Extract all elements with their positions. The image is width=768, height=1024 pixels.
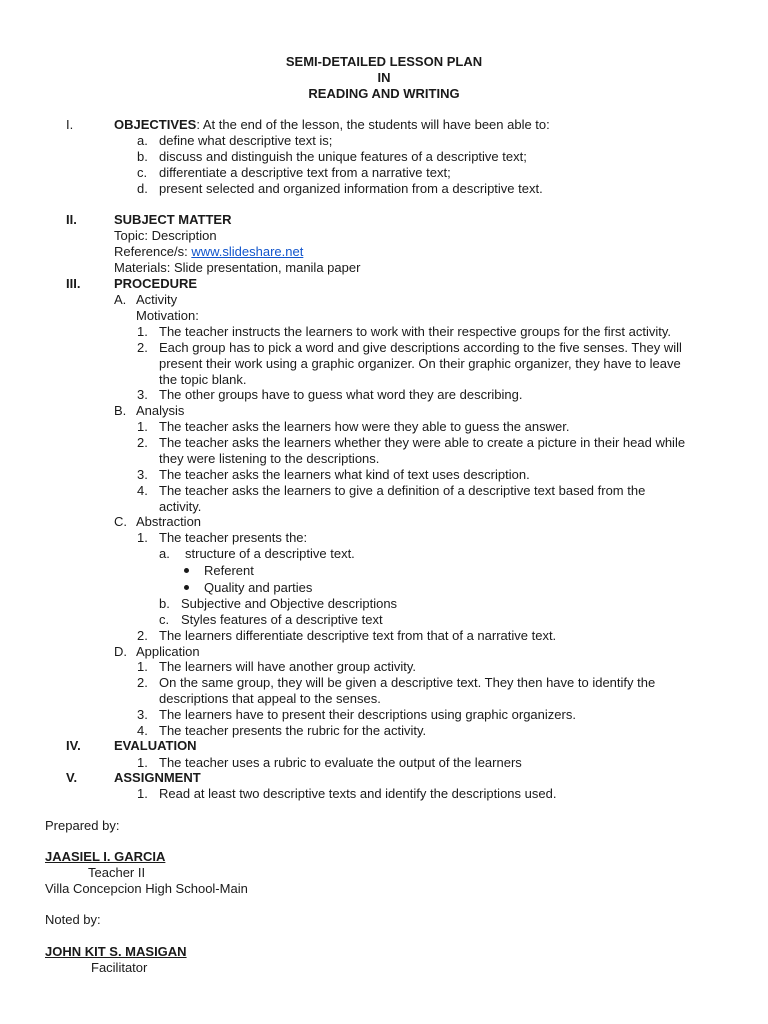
assignment-heading: ASSIGNMENT bbox=[114, 770, 201, 785]
subsection-title: Application bbox=[136, 644, 200, 659]
subsection-title: Abstraction bbox=[136, 514, 202, 529]
bullet-item: Referent bbox=[204, 563, 254, 578]
list-marker: c. bbox=[137, 165, 148, 180]
evaluation-heading: EVALUATION bbox=[114, 738, 197, 753]
list-marker: 1. bbox=[137, 786, 148, 801]
procedure-step: The other groups have to guess what word they are describing. bbox=[159, 387, 523, 402]
objective-item: define what descriptive text is; bbox=[159, 133, 333, 148]
bullet-icon bbox=[184, 585, 189, 590]
procedure-step: The learners differentiate descriptive text from that of a narrative text. bbox=[159, 628, 557, 643]
procedure-step-cont: the topic blank. bbox=[159, 372, 247, 387]
procedure-substep: structure of a descriptive text. bbox=[185, 546, 355, 561]
title-line-2: IN bbox=[377, 70, 391, 85]
list-marker: 4. bbox=[137, 723, 148, 738]
objective-item: discuss and distinguish the unique features of a descriptive text; bbox=[159, 149, 527, 164]
preparer-title: Teacher II bbox=[88, 865, 146, 880]
list-marker: 4. bbox=[137, 483, 148, 498]
list-marker: 3. bbox=[137, 387, 148, 402]
procedure-step-cont: descriptions that appeal to the senses. bbox=[159, 691, 381, 706]
procedure-step: The teacher asks the learners what kind of text uses description. bbox=[159, 467, 530, 482]
objectives-intro: : At the end of the lesson, the students will have been able to: bbox=[196, 117, 550, 132]
evaluation-step: The teacher uses a rubric to evaluate the output of the learners bbox=[159, 755, 522, 770]
reference-link[interactable]: www.slideshare.net bbox=[191, 244, 304, 259]
list-marker: 1. bbox=[137, 324, 148, 339]
list-marker: b. bbox=[137, 149, 148, 164]
procedure-heading: PROCEDURE bbox=[114, 276, 198, 291]
subject-reference bbox=[114, 244, 303, 260]
procedure-step-cont: they were listening to the descriptions. bbox=[159, 451, 380, 466]
list-marker: B. bbox=[114, 403, 127, 418]
procedure-step: The teacher asks the learners how were they able to guess the answer. bbox=[159, 419, 570, 434]
procedure-step: Each group has to pick a word and give descriptions according to the five senses. They will bbox=[159, 340, 682, 355]
section-number: I. bbox=[66, 117, 74, 132]
procedure-step: The learners have to present their descriptions using graphic organizers. bbox=[159, 707, 576, 722]
objectives-line bbox=[114, 117, 550, 133]
subject-topic: Topic: Description bbox=[114, 228, 217, 243]
list-marker: D. bbox=[114, 644, 127, 659]
list-marker: 1. bbox=[137, 530, 148, 545]
procedure-substep: Styles features of a descriptive text bbox=[181, 612, 383, 627]
noter-name: JOHN KIT S. MASIGAN bbox=[45, 944, 187, 959]
list-marker: b. bbox=[159, 596, 170, 611]
list-marker: 3. bbox=[137, 707, 148, 722]
procedure-substep: Subjective and Objective descriptions bbox=[181, 596, 398, 611]
procedure-step-cont: activity. bbox=[159, 499, 202, 514]
title-line-3: READING AND WRITING bbox=[308, 86, 460, 101]
list-marker: 1. bbox=[137, 419, 148, 434]
reference-label: Reference/s: bbox=[114, 244, 192, 259]
list-marker: 1. bbox=[137, 755, 148, 770]
noted-by-label: Noted by: bbox=[45, 912, 101, 927]
list-marker: 2. bbox=[137, 675, 148, 690]
list-marker: 2. bbox=[137, 340, 148, 355]
procedure-step: The teacher asks the learners whether they were able to create a picture in their head while bbox=[159, 435, 686, 450]
section-number: V. bbox=[66, 770, 78, 785]
subject-materials: Materials: Slide presentation, manila paper bbox=[114, 260, 361, 275]
list-marker: 2. bbox=[137, 628, 148, 643]
assignment-step: Read at least two descriptive texts and identify the descriptions used. bbox=[159, 786, 557, 801]
section-number: IV. bbox=[66, 738, 81, 753]
section-number: III. bbox=[66, 276, 81, 291]
section-number: II. bbox=[66, 212, 77, 227]
procedure-step-cont: present their work using a graphic organizer. On their graphic organizer, they have to leave bbox=[159, 356, 681, 371]
list-marker: 2. bbox=[137, 435, 148, 450]
procedure-step: On the same group, they will be given a descriptive text. They then have to identify the bbox=[159, 675, 656, 690]
prepared-by-label: Prepared by: bbox=[45, 818, 120, 833]
procedure-step: The teacher presents the rubric for the activity. bbox=[159, 723, 427, 738]
objective-item: differentiate a descriptive text from a narrative text; bbox=[159, 165, 451, 180]
motivation-label: Motivation: bbox=[136, 308, 199, 323]
subsection-title: Activity bbox=[136, 292, 178, 307]
preparer-school: Villa Concepcion High School-Main bbox=[45, 881, 248, 896]
noter-title: Facilitator bbox=[91, 960, 148, 975]
bullet-icon bbox=[184, 568, 189, 573]
title-line-1: SEMI-DETAILED LESSON PLAN bbox=[285, 54, 483, 69]
procedure-step: The teacher asks the learners to give a definition of a descriptive text based from the bbox=[159, 483, 646, 498]
procedure-step: The teacher instructs the learners to work with their respective groups for the first activity. bbox=[159, 324, 672, 339]
objective-item: present selected and organized information from a descriptive text. bbox=[159, 181, 543, 196]
bullet-item: Quality and parties bbox=[204, 580, 313, 595]
list-marker: a. bbox=[159, 546, 170, 561]
list-marker: A. bbox=[114, 292, 127, 307]
subsection-title: Analysis bbox=[136, 403, 185, 418]
preparer-name: JAASIEL I. GARCIA bbox=[45, 849, 166, 864]
objectives-heading: OBJECTIVES bbox=[114, 117, 197, 132]
procedure-step: The teacher presents the: bbox=[159, 530, 308, 545]
procedure-step: The learners will have another group activity. bbox=[159, 659, 416, 674]
list-marker: C. bbox=[114, 514, 127, 529]
list-marker: d. bbox=[137, 181, 148, 196]
subject-heading: SUBJECT MATTER bbox=[114, 212, 232, 227]
list-marker: a. bbox=[137, 133, 148, 148]
list-marker: 3. bbox=[137, 467, 148, 482]
list-marker: c. bbox=[159, 612, 170, 627]
list-marker: 1. bbox=[137, 659, 148, 674]
